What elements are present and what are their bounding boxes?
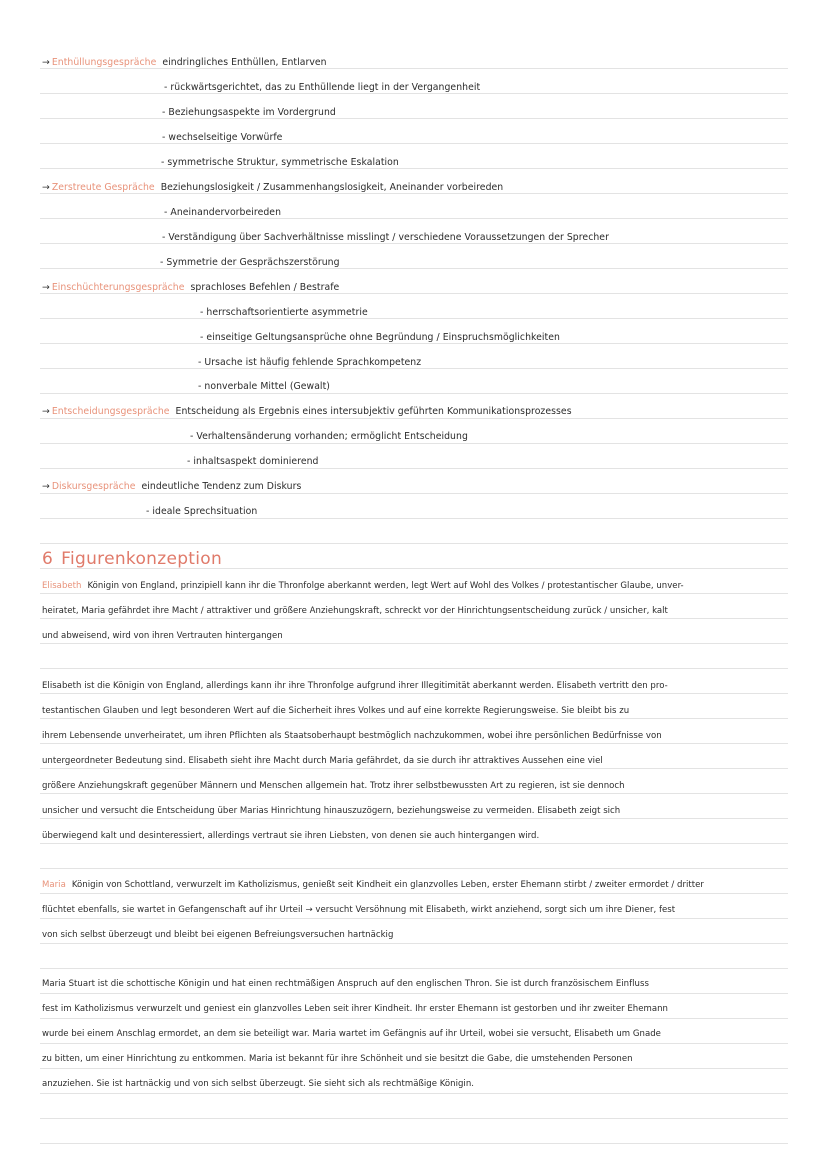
term-label: Einschüchterungsgespräche [51, 282, 185, 293]
ruled-line [40, 318, 788, 319]
ruled-line [40, 1068, 788, 1069]
term-label: Diskursgespräche [51, 481, 136, 492]
bullet-point: - Verständigung über Sachverhältnisse misslingt / verschiedene Voraussetzungen der Sprecher [162, 232, 609, 243]
term-line-entscheidung [42, 406, 572, 418]
ruled-line [40, 1043, 788, 1044]
bullet-point: - Aneinandervorbeireden [164, 207, 282, 218]
term-description: eindringliches Enthüllen, Entlarven [162, 57, 327, 68]
elisabeth-paragraph-line: unsicher und versucht die Entscheidung über Marias Hinrichtung hinauszuzögern, beziehungsweise zu vermeiden. Elisabeth zeigt sich [42, 806, 621, 816]
ruled-line [40, 1118, 788, 1119]
bullet-point: - wechselseitige Vorwürfe [162, 132, 283, 143]
term-label: Enthüllungsgespräche [51, 57, 157, 68]
arrow-icon: → [42, 57, 50, 68]
note-text: Königin von England, prinzipiell kann ihr die Thronfolge aberkannt werden, legt Wert auf Wohl des Volkes / protestantischer Glaube, unver- [87, 581, 684, 591]
ruled-line [40, 518, 788, 519]
elisabeth-paragraph-line: untergeordneter Bedeutung sind. Elisabeth sieht ihre Macht durch Maria gefährdet, da sie durch ihr attraktives Aussehen eine viel [42, 756, 603, 766]
elisabeth-paragraph-line: Elisabeth ist die Königin von England, allerdings kann ihr ihre Thronfolge aufgrund ihrer Illegitimität aberkannt werden. Elisabeth vertritt den pro- [42, 681, 668, 691]
ruled-line [40, 743, 788, 744]
term-line-diskurs [42, 481, 301, 493]
ruled-line [40, 393, 788, 394]
ruled-line [40, 1018, 788, 1019]
bullet-point: - Symmetrie der Gesprächszerstörung [160, 257, 340, 268]
character-name: Elisabeth [42, 581, 82, 591]
ruled-line [40, 443, 788, 444]
character-name: Maria [42, 880, 66, 890]
elisabeth-notes-line: heiratet, Maria gefährdet ihre Macht / attraktiver und größere Anziehungskraft, schreckt vor der Hinrichtungsentscheidung zurück / unsicher, kalt [42, 606, 668, 616]
bullet-point: - Ursache ist häufig fehlende Sprachkompetenz [198, 357, 422, 368]
bullet-point: - einseitige Geltungsansprüche ohne Begründung / Einspruchsmöglichkeiten [200, 332, 560, 343]
bullet-point: - symmetrische Struktur, symmetrische Eskalation [161, 157, 399, 168]
elisabeth-notes-line: und abweisend, wird von ihren Vertrauten hintergangen [42, 631, 283, 641]
term-description: Beziehungslosigkeit / Zusammenhangslosigkeit, Aneinander vorbeireden [160, 182, 504, 193]
bullet-point: - nonverbale Mittel (Gewalt) [198, 381, 330, 392]
maria-paragraph-line: wurde bei einem Anschlag ermordet, an dem sie beteiligt war. Maria wartet im Gefängnis auf ihr Urteil, wobei sie versucht, Elisabeth um Gnade [42, 1029, 661, 1039]
ruled-line [40, 543, 788, 544]
ruled-line [40, 118, 788, 119]
section-number: 6 [42, 549, 54, 569]
ruled-line [40, 1143, 788, 1144]
maria-paragraph-line: fest im Katholizismus verwurzelt und geniest ein glanzvolles Leben seit ihrer Kindheit. Ihr erster Ehemann ist gestorben und ihr zweiter Ehemann [42, 1004, 668, 1014]
term-line-enthuellung [42, 57, 327, 69]
elisabeth-paragraph-line: größere Anziehungskraft gegenüber Männern und Menschen allgemein hat. Trotz ihrer selbstbewussten Art zu regieren, ist sie dennoch [42, 781, 625, 791]
arrow-icon: → [42, 282, 50, 293]
term-description: eindeutliche Tendenz zum Diskurs [141, 481, 302, 492]
ruled-line [40, 768, 788, 769]
arrow-icon: → [42, 481, 50, 492]
ruled-line [40, 418, 788, 419]
ruled-line [40, 793, 788, 794]
maria-paragraph-line: zu bitten, um einer Hinrichtung zu entkommen. Maria ist bekannt für ihre Schönheit und sie besitzt die Gabe, die umstehenden Personen [42, 1054, 633, 1064]
elisabeth-paragraph-line: testantischen Glauben und legt besonderen Wert auf die Sicherheit ihres Volkes und auf eine korrekte Regierungsweise. Sie bleibt bis zu [42, 706, 630, 716]
term-line-zerstreut [42, 182, 503, 194]
section-heading [42, 549, 222, 569]
ruled-line [40, 893, 788, 894]
ruled-line [40, 493, 788, 494]
section-title: Figurenkonzeption [61, 549, 223, 569]
ruled-line [40, 618, 788, 619]
ruled-line [40, 1093, 788, 1094]
maria-paragraph-line: Maria Stuart ist die schottische Königin und hat einen rechtmäßigen Anspruch auf den englischen Thron. Sie ist durch französischem Einfluss [42, 979, 649, 989]
elisabeth-paragraph-line: ihrem Lebensende unverheiratet, um ihren Pflichten als Staatsoberhaupt bestmöglich nachzukommen, wobei ihre persönlichen Bedürfnisse von [42, 731, 662, 741]
ruled-line [40, 593, 788, 594]
bullet-point: - Beziehungsaspekte im Vordergrund [162, 107, 336, 118]
arrow-icon: → [42, 182, 50, 193]
ruled-line [40, 943, 788, 944]
term-label: Zerstreute Gespräche [51, 182, 155, 193]
ruled-line [40, 168, 788, 169]
maria-notes-line [42, 879, 704, 891]
ruled-line [40, 268, 788, 269]
ruled-line [40, 143, 788, 144]
ruled-line [40, 468, 788, 469]
bullet-point: - inhaltsaspekt dominierend [187, 456, 319, 467]
ruled-line [40, 918, 788, 919]
ruled-line [40, 818, 788, 819]
ruled-line [40, 643, 788, 644]
ruled-line [40, 968, 788, 969]
elisabeth-notes-line [42, 580, 684, 592]
ruled-line [40, 668, 788, 669]
ruled-line [40, 218, 788, 219]
ruled-line [40, 993, 788, 994]
maria-paragraph-line: anzuziehen. Sie ist hartnäckig und von sich selbst überzeugt. Sie sieht sich als rechtmäßige Königin. [42, 1079, 475, 1089]
term-label: Entscheidungsgespräche [51, 406, 170, 417]
arrow-icon: → [42, 406, 50, 417]
maria-notes-line: flüchtet ebenfalls, sie wartet in Gefangenschaft auf ihr Urteil → versucht Versöhnung mit Elisabeth, wirkt anziehend, sorgt sich um ihre Diener, fest [42, 905, 676, 915]
term-description: sprachloses Befehlen / Bestrafe [190, 282, 340, 293]
term-description: Entscheidung als Ergebnis eines intersubjektiv geführten Kommunikationsprozesses [175, 406, 572, 417]
bullet-point: - rückwärtsgerichtet, das zu Enthüllende liegt in der Vergangenheit [164, 82, 481, 93]
term-line-einschuechterung [42, 282, 339, 294]
ruled-line [40, 843, 788, 844]
bullet-point: - herrschaftsorientierte asymmetrie [200, 307, 368, 318]
ruled-line [40, 718, 788, 719]
ruled-line [40, 693, 788, 694]
bullet-point: - Verhaltensänderung vorhanden; ermöglicht Entscheidung [190, 431, 468, 442]
bullet-point: - ideale Sprechsituation [146, 506, 258, 517]
maria-notes-line: von sich selbst überzeugt und bleibt bei eigenen Befreiungsversuchen hartnäckig [42, 930, 394, 940]
elisabeth-paragraph-line: überwiegend kalt und desinteressiert, allerdings vertraut sie ihren Liebsten, von denen sie auch hintergangen wird. [42, 831, 540, 841]
ruled-line [40, 868, 788, 869]
note-text: Königin von Schottland, verwurzelt im Katholizismus, genießt seit Kindheit ein glanzvolles Leben, erster Ehemann stirbt / zweiter ermordet / dritter [71, 880, 704, 890]
